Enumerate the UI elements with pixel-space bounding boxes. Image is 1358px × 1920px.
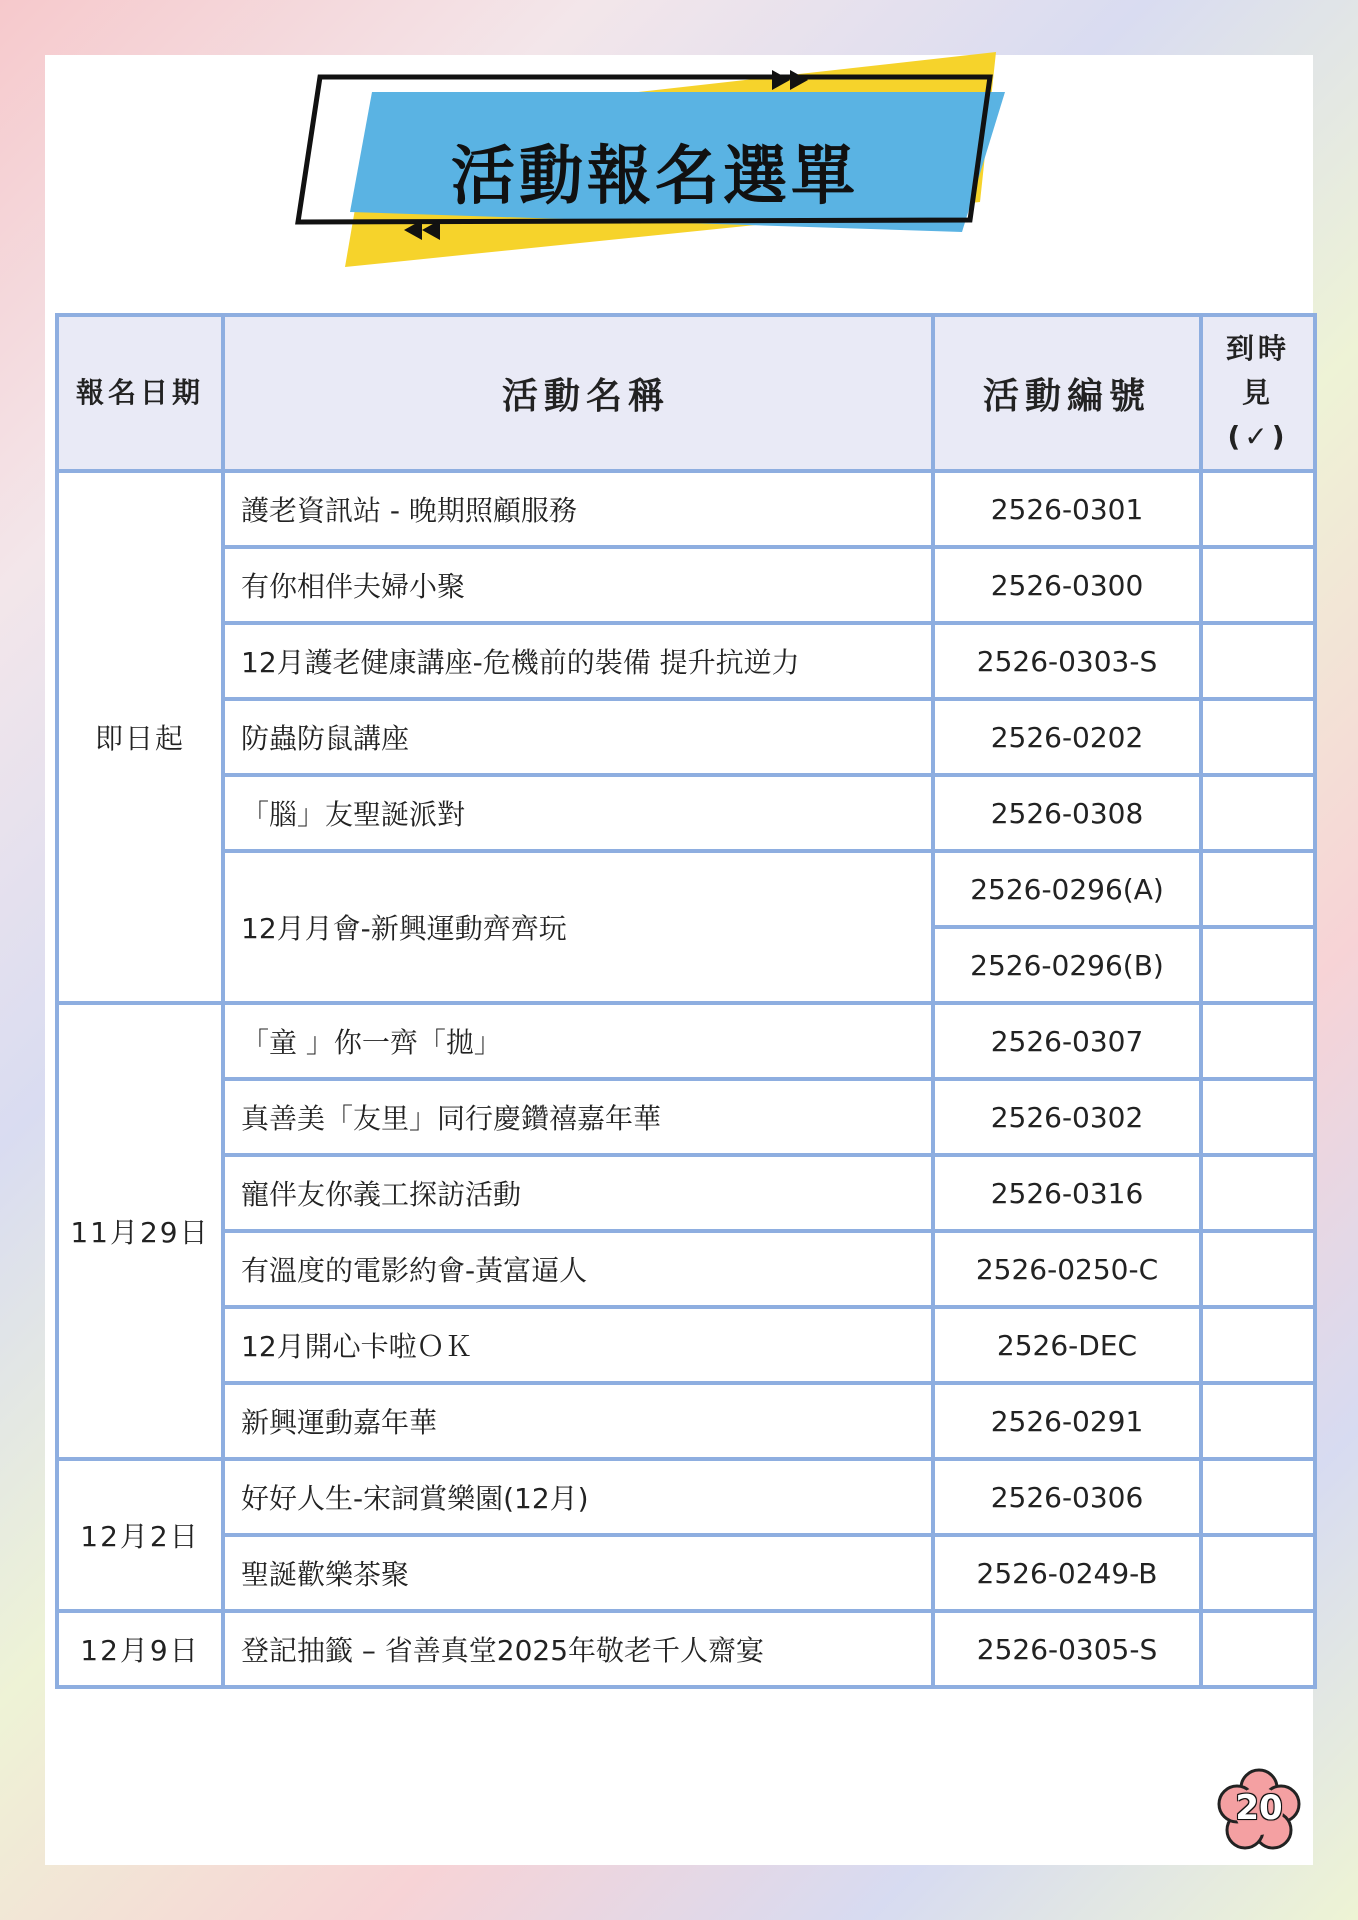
attendance-checkbox[interactable] [1201,1383,1315,1459]
activity-name: 防蟲防鼠講座 [223,699,933,775]
table-header-row [57,315,1315,471]
activity-name: 寵伴友你義工探訪活動 [223,1155,933,1231]
table-row [57,623,1315,699]
header-check-line1: 到時 [1225,332,1290,365]
attendance-checkbox[interactable] [1201,1611,1315,1687]
table-row [57,471,1315,547]
header-activity-code: 活動編號 [933,315,1201,471]
activity-name: 好好人生-宋詞賞樂園(12月) [223,1459,933,1535]
activity-name: 有溫度的電影約會-黃富逼人 [223,1231,933,1307]
attendance-checkbox[interactable] [1201,927,1315,1003]
table-row [57,1611,1315,1687]
registration-date-cell: 即日起 [57,471,223,1003]
table-row [57,775,1315,851]
activity-code: 2526-0308 [933,775,1201,851]
attendance-checkbox[interactable] [1201,623,1315,699]
activity-code: 2526-0249-B [933,1535,1201,1611]
activity-code: 2526-0303-S [933,623,1201,699]
page-title: 活動報名選單 [451,140,859,214]
table-row [57,547,1315,623]
registration-date-cell: 12月9日 [57,1611,223,1687]
table-row [57,1003,1315,1079]
activity-code: 2526-0305-S [933,1611,1201,1687]
activity-name: 有你相伴夫婦小聚 [223,547,933,623]
activity-name: 護老資訊站 - 晚期照顧服務 [223,471,933,547]
activity-name: 12月開心卡啦ＯＫ [223,1307,933,1383]
table-row [57,699,1315,775]
activity-code: 2526-0250-C [933,1231,1201,1307]
table-row [57,1383,1315,1459]
activity-code: 2526-0301 [933,471,1201,547]
activity-code: 2526-DEC [933,1307,1201,1383]
activity-code: 2526-0316 [933,1155,1201,1231]
table-row [57,1079,1315,1155]
attendance-checkbox[interactable] [1201,699,1315,775]
activity-code: 2526-0307 [933,1003,1201,1079]
header-date: 報名日期 [57,315,223,471]
attendance-checkbox[interactable] [1201,1079,1315,1155]
attendance-checkbox[interactable] [1201,1307,1315,1383]
activity-name: 新興運動嘉年華 [223,1383,933,1459]
attendance-checkbox[interactable] [1201,1459,1315,1535]
table-row [57,1307,1315,1383]
page-number: 20 [1235,1788,1283,1828]
activity-code: 2526-0302 [933,1079,1201,1155]
activity-code: 2526-0296(B) [933,927,1201,1003]
table-row [57,1231,1315,1307]
table-row [57,1155,1315,1231]
registration-date-cell: 12月2日 [57,1459,223,1611]
activity-code: 2526-0300 [933,547,1201,623]
header-check-line2: 見 [1241,376,1274,409]
attendance-checkbox[interactable] [1201,1535,1315,1611]
activity-code: 2526-0291 [933,1383,1201,1459]
attendance-checkbox[interactable] [1201,1155,1315,1231]
table-row [57,851,1315,927]
header-check-line3: (✓) [1227,420,1289,453]
activity-name: 登記抽籤 – 省善真堂2025年敬老千人齋宴 [223,1611,933,1687]
activity-name: 真善美「友里」同行慶鑽禧嘉年華 [223,1079,933,1155]
activity-code: 2526-0306 [933,1459,1201,1535]
activity-name: 聖誕歡樂茶聚 [223,1535,933,1611]
attendance-checkbox[interactable] [1201,1003,1315,1079]
attendance-checkbox[interactable] [1201,547,1315,623]
attendance-checkbox[interactable] [1201,471,1315,547]
activity-code: 2526-0202 [933,699,1201,775]
activity-code: 2526-0296(A) [933,851,1201,927]
activity-name: 「童 」你一齊「拋」 [223,1003,933,1079]
table-row [57,1459,1315,1535]
attendance-checkbox[interactable] [1201,851,1315,927]
attendance-checkbox[interactable] [1201,1231,1315,1307]
activities-table [55,313,1317,1689]
header-activity-name: 活動名稱 [223,315,933,471]
registration-date-cell: 11月29日 [57,1003,223,1459]
attendance-checkbox[interactable] [1201,775,1315,851]
activity-name: 12月月會-新興運動齊齊玩 [223,851,933,1003]
activity-name: 12月護老健康講座-危機前的裝備 提升抗逆力 [223,623,933,699]
activity-name: 「腦」友聖誕派對 [223,775,933,851]
header-attendance-check [1201,315,1315,471]
table-row [57,1535,1315,1611]
